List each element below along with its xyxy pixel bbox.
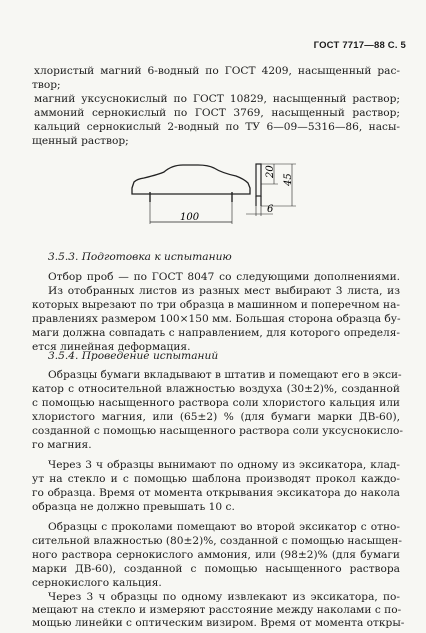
paragraph-line: сернокислого кальция. [32, 577, 162, 589]
paragraph-line: хлористого магния, или (65±2) % (для бумаги марки ДВ-60), [32, 411, 400, 423]
paragraph-line: Образцы бумаги вкладывают в штатив и помещают его в экси- [48, 369, 402, 381]
reagent-line: щенный раствор; [32, 135, 129, 147]
dimension-height-inner: 20 [265, 165, 276, 178]
paragraph-line: Через 3 ч образцы вынимают по одному из эксикатора, клад- [48, 459, 400, 471]
side-view [256, 164, 261, 196]
reagent-line: аммоний сернокислый по ГОСТ 3769, насыщенный раствор; [34, 107, 400, 119]
paragraph-line: ут на стекло и с помощью шаблона производят прокол каждо- [32, 473, 400, 485]
paragraph-line: марки ДВ-60), созданной с помощью насыщенного раствора [32, 563, 400, 575]
paragraph-line: правлениях размером 100×150 мм. Большая сторона образца бу- [32, 313, 401, 325]
dimension-thickness: 6 [267, 204, 274, 215]
dimension-height-outer: 45 [283, 173, 294, 186]
paragraph-line: го образца. Время от момента открывания эксикатора до накола [32, 487, 400, 499]
template-outline [132, 165, 250, 194]
section-title-353: 3.5.3. Подготовка к испытанию [48, 251, 232, 263]
paragraph-line: го магния. [32, 439, 92, 451]
paragraph-line: сительной влажностью (80±2)%, созданной с помощью насыщен- [32, 535, 402, 547]
paragraph-line: образца не должно превышать 10 с. [32, 501, 235, 513]
reagent-line: твор; [32, 79, 61, 91]
paragraph-line: Образцы с проколами помещают во второй эксикатор с отно- [48, 521, 400, 533]
paragraph-line: катор с относительной влажностью воздуха (30±2)%, созданной [32, 383, 400, 395]
paragraph-line: мощью линейки с оптическим визиром. Время от момента откры- [32, 617, 405, 629]
paragraph-line: которых вырезают по три образца в машинном и поперечном на- [32, 299, 400, 311]
sample-template-figure [128, 158, 298, 230]
section-title-354: 3.5.4. Проведение испытаний [48, 350, 219, 362]
paragraph-line: созданной с помощью насыщенного раствора соли уксуснокисло- [32, 425, 403, 437]
page-header: ГОСТ 7717—88 С. 5 [313, 40, 406, 51]
reagent-line: хлористый магний 6-водный по ГОСТ 4209, насыщенный рас- [34, 65, 400, 77]
dimension-length: 100 [180, 212, 200, 223]
paragraph-line: Из отобранных листов из разных мест выбирают 3 листа, из [48, 285, 400, 297]
reagent-line: кальций сернокислый 2-водный по ТУ 6—09—5316—86, наcы- [34, 121, 400, 133]
paragraph-line: Через 3 ч образцы по одному извлекают из эксикатора, по- [48, 591, 400, 603]
paragraph-line: с помощью насыщенного раствора соли хлористого кальция или [32, 397, 400, 409]
paragraph-line: маги должна совпадать с направлением, для которого определя- [32, 327, 400, 339]
paragraph-line: мещают на стекло и измеряют расстояние между наколами с по- [32, 604, 402, 616]
paragraph-line: ется линейная деформация. [32, 341, 191, 353]
paragraph-line: Отбор проб — по ГОСТ 8047 со следующими дополнениями. [48, 271, 400, 283]
paragraph-line: ного раствора сернокислого аммония, или (98±2)% (для бумаги [32, 549, 400, 561]
reagent-line: магний уксуснокислый по ГОСТ 10829, насыщенный раствор; [34, 93, 400, 105]
